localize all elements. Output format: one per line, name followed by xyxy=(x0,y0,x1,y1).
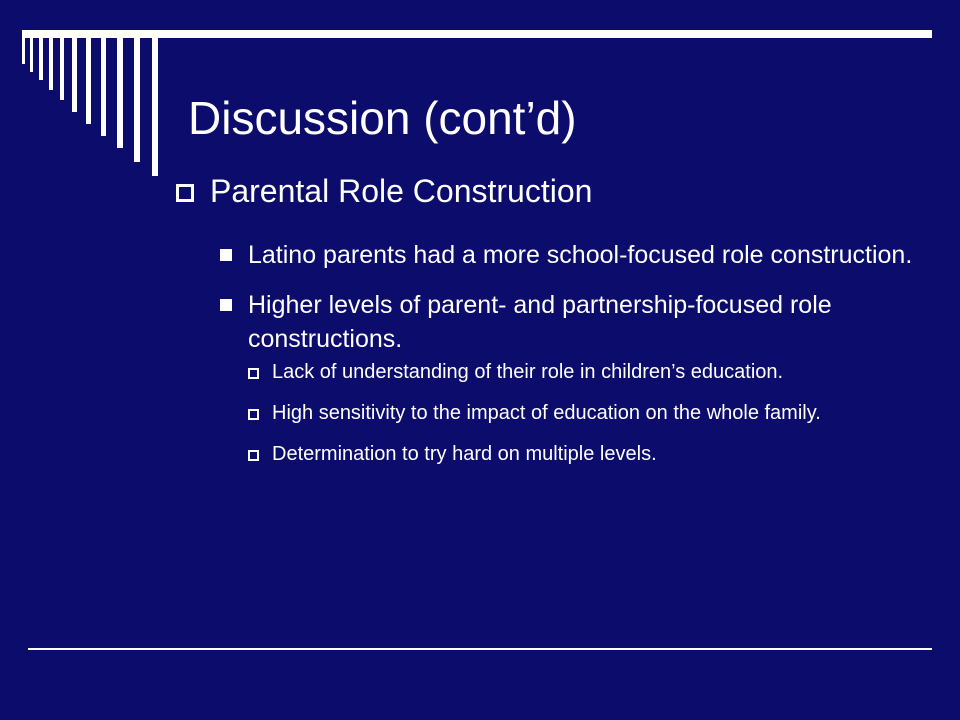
bottom-rule xyxy=(28,648,932,650)
slide-title: Discussion (cont’d) xyxy=(188,92,577,144)
square-bullet-icon xyxy=(220,299,232,311)
bullet-level3-item xyxy=(248,358,848,387)
bullet-level3-list xyxy=(248,358,848,469)
hollow-square-bullet-icon xyxy=(248,450,259,461)
hollow-square-bullet-icon xyxy=(176,184,194,202)
bullet-level3-text: Determination to try hard on multiple levels. xyxy=(272,443,657,465)
bullet-level1 xyxy=(176,170,916,212)
stripe xyxy=(72,38,77,112)
bullet-level3-text: High sensitivity to the impact of education on the whole family. xyxy=(272,402,821,424)
stripe xyxy=(101,38,106,136)
bullet-level3-item xyxy=(248,440,848,469)
stripe xyxy=(49,38,53,90)
stripe xyxy=(86,38,91,124)
bullet-level2-text: Higher levels of parent- and partnership-focused role constructions. xyxy=(248,291,832,353)
stripe xyxy=(152,38,158,176)
bullet-level1-text: Parental Role Construction xyxy=(210,173,593,209)
stripe xyxy=(30,38,33,72)
stripe xyxy=(22,38,25,64)
bullet-level1-item xyxy=(176,170,916,212)
top-rule xyxy=(22,30,932,38)
bullet-level3-item xyxy=(248,399,848,428)
stripe xyxy=(39,38,43,80)
hollow-square-bullet-icon xyxy=(248,368,259,379)
bullet-level3-text: Lack of understanding of their role in children’s education. xyxy=(272,361,784,383)
hollow-square-bullet-icon xyxy=(248,409,259,420)
bullet-level2-text: Latino parents had a more school-focused role construction. xyxy=(248,241,913,269)
bullet-level2-list xyxy=(220,238,940,485)
stripe xyxy=(134,38,140,162)
stripe xyxy=(60,38,64,100)
stripe xyxy=(117,38,123,148)
bullet-level2-item xyxy=(220,238,940,272)
square-bullet-icon xyxy=(220,249,232,261)
bullet-level2-item xyxy=(220,288,940,469)
